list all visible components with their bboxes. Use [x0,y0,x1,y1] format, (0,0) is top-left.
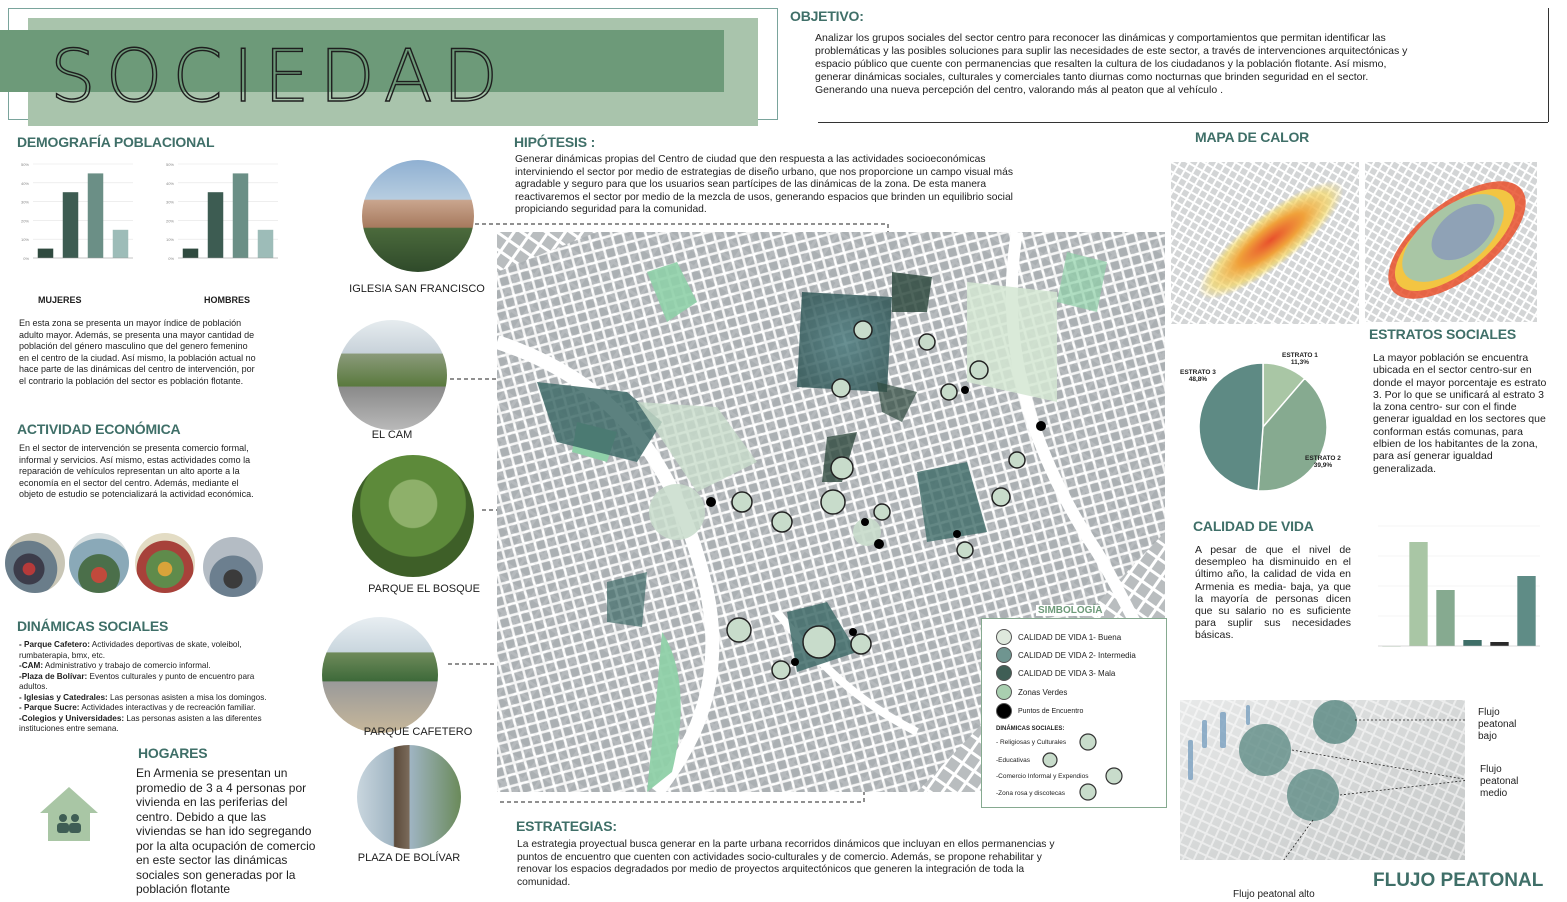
bar [183,249,199,258]
y-tick-label: 50% [20,162,29,167]
heatmap-1 [1171,162,1359,324]
bar [113,230,129,258]
actividad-body: En el sector de intervención se presenta comercio formal, informal y servicios. Así mismo, estas actividades como la reparación de vehículos representan un alto aporte a la economía en el sector del centro. Además, mediante el objeto de estudio se potencializará la actividad económica. [19,443,254,499]
hogares-body: En Armenia se presentan un promedio de 3 a 4 personas por vivienda en las periferias del centro. Debido a que las viviendas se han ido segregando por la alta ocupación de comercio en este sector las dinámicas sociales son generadas por la población flotante [136,766,316,896]
place-label-plaza-bolivar: PLAZA DE BOLÍVAR [357,852,461,864]
legend-dyn-heading: DINÁMICAS SOCIALES: [996,726,1065,732]
flujo-render [1180,700,1465,860]
house-icon [38,785,100,843]
legend-item-zonas-verdes: Zonas Verdes [996,684,1067,700]
place-label-cam: EL CAM [371,429,413,441]
objective-underline [818,122,1548,123]
chart-calidad [1370,520,1550,680]
legend-item-calidad-2: CALIDAD DE VIDA 2- Intermedia [996,647,1136,663]
y-tick-label: 40% [20,180,29,186]
hipotesis-body: Generar dinámicas propias del Centro de ciudad que den respuesta a las actividades socioeconómicas interviniendo el sector por medio de estrategias de diseño urbano, que nos proporcione un campo visual más agradable y seguro para que los usuarios sean partícipes de las dinámicas de la zona. De esta manera reactivaremos el sector por medio de la mezcla de usos, generando espacios que brinden un equilibrio social propiciando seguridad para la comunidad. [515,154,1013,215]
dinamica-item: -Colegios y Universidades: Las personas asisten a las diferentes instituciones entre semana. [19,713,262,733]
place-label-parque-bosque: PARQUE EL BOSQUE [368,583,480,595]
activity-photo-2 [69,533,129,593]
photo-parque-cafetero [322,617,438,733]
flujo-label-bajo: Flujo peatonal bajo [1478,707,1517,742]
place-label-iglesia: IGLESIA SAN FRANCISCO [349,283,485,295]
bar [1490,642,1508,646]
objective-body: Analizar los grupos sociales del sector centro para reconocer las dinámicas y comportamientos que permitan identificar las problemáticas y las posibles soluciones para suplir las necesidades de este sector, a través de intervenciones arquitectónicas y espacio público que cuente con permanencias que resalten la cultura de los ciudadanos y la población flotante. Así mismo, generar dinámicas sociales, culturales y comerciales tanto diurnas como nocturnas que brinden seguridad en el sector. Generando una nueva percepción del centro, valorando más al peaton que al vehículo . [815,32,1408,96]
objective-side-rule [1548,8,1549,122]
y-tick-label: 30% [20,199,29,205]
pie-label-estrato-2: ESTRATO 2 39,9% [1305,455,1341,469]
calidad-body: A pesar de que el nivel de desempleo ha disminuido en el último año, la calidad de vida en Armenia es media- baja, ya que la mayoría de personas dicen que su salario no es suficiente para suplir sus necesidades básicas. [1195,544,1351,642]
dinamicas-heading: DINÁMICAS SOCIALES [17,618,169,634]
bar [1517,576,1535,646]
estratos-heading: ESTRATOS SOCIALES [1369,326,1516,342]
legend-dyn-comercio: -Comercio Informal y Expendios [996,773,1089,780]
dinamica-item: - Parque Cafetero: Actividades deportivas de skate, voleibol, rumbaterapia, bmx, etc. [19,640,242,660]
bar [233,173,249,258]
demografia-heading: DEMOGRAFÍA POBLACIONAL [17,134,215,150]
hogares-heading: HOGARES [138,745,208,761]
legend-dyn-zona-rosa: -Zona rosa y discotecas [996,790,1066,797]
legend-item-calidad-1: CALIDAD DE VIDA 1- Buena [996,629,1121,645]
actividad-heading: ACTIVIDAD ECONÓMICA [17,421,181,437]
dinamica-item: - Iglesias y Catedrales: Las personas asisten a misa los domingos. [19,692,267,702]
bar [258,230,274,258]
flujo-label-medio: Flujo peatonal medio [1480,764,1519,799]
legend-dyn-educativas: -Educativas [996,757,1030,764]
legend-item-puntos: Puntos de Encuentro [996,703,1083,719]
dinamica-item: - Parque Sucre: Actividades interactivas y de recreación familiar. [19,703,256,712]
legend-dyn-icons [982,619,1168,809]
demografia-body: En esta zona se presenta un mayor índice de población adulto mayor. Además, se presenta una mayor cantidad de población del género masculino que del genero femenino en el centro de la ciudad. Así mismo, la población actual no hace parte de las dinámicas del centro de intervención, por el contrario la población del sector es población flotante. [19,318,256,386]
page-title: SOCIEDAD [50,34,509,118]
y-tick-label: 0% [23,256,29,261]
flujo-label-alto: Flujo peatonal alto [1233,889,1315,900]
chart-mujeres-label: MUJERES [38,295,82,305]
flujo-heading: FLUJO PEATONAL [1373,870,1544,891]
calidad-heading: CALIDAD DE VIDA [1193,518,1314,534]
activity-photo-4 [203,537,263,597]
dinamicas-list [19,640,284,735]
photo-el-cam [337,320,447,430]
bar [38,249,54,258]
activity-photo-3 [135,533,195,593]
bar [208,192,224,258]
hipotesis-heading: HIPÓTESIS : [514,134,596,150]
legend-box [981,605,1167,808]
chart-hombres [150,158,290,298]
y-tick-label: 10% [165,237,174,243]
bar [1409,542,1427,646]
heatmap-2 [1365,162,1537,322]
y-tick-label: 50% [165,162,174,167]
mapa-calor-heading: MAPA DE CALOR [1195,129,1310,145]
y-tick-label: 20% [165,218,174,224]
bar [63,192,79,258]
objective-heading: OBJETIVO: [790,8,864,24]
chart-mujeres [5,158,145,298]
pie-label-estrato-3: ESTRATO 3 48,8% [1180,369,1216,383]
chart-hombres-label: HOMBRES [204,295,251,305]
y-tick-label: 0% [168,256,174,261]
legend-heading: SIMBOLOGÍA [1038,605,1103,616]
legend-item-calidad-3: CALIDAD DE VIDA 3- Mala [996,665,1115,681]
y-tick-label: 10% [20,237,29,243]
estratos-body: La mayor población se encuentra ubicada en el sector centro-sur en donde el mayor porcentaje es estrato 3. Por lo que se unificará al estrato 3 la zona centro- sur con el finde generar igualdad en los sectores que conforman estás comunas, para elbien de los habitantes de la zona, para así generar igualdad generalizada. [1373,352,1547,475]
bar [1463,640,1481,646]
dinamica-item: -CAM: Administrativo y trabajo de comercio informal. [19,661,211,670]
legend-dyn-religiosas: - Religiosas y Culturales [996,739,1067,746]
bar [1436,590,1454,646]
y-tick-label: 20% [20,218,29,224]
estrategias-heading: ESTRATEGIAS: [516,818,617,834]
activity-photo-1 [5,533,65,593]
bar [88,173,104,258]
place-label-parque-cafetero: PARQUE CAFETERO [363,726,473,738]
dinamica-item: -Plaza de Bolívar: Eventos culturales y punto de encuentro para adultos. [19,671,255,691]
y-tick-label: 30% [165,199,174,205]
pie-label-estrato-1: ESTRATO 1 11,3% [1282,352,1318,366]
estrategias-body: La estrategia proyectual busca generar en la parte urbana recorridos dinámicos que incluyan en ellos permanencias y puntos de encuentro que cuenten con actividades socio-culturales y de comercio. Además, se propone rehabilitar y renovar los espacios degradados por medio de proyectos arquitectónicos que generen la integración de toda la comunidad. [517,839,1055,888]
y-tick-label: 40% [165,180,174,186]
